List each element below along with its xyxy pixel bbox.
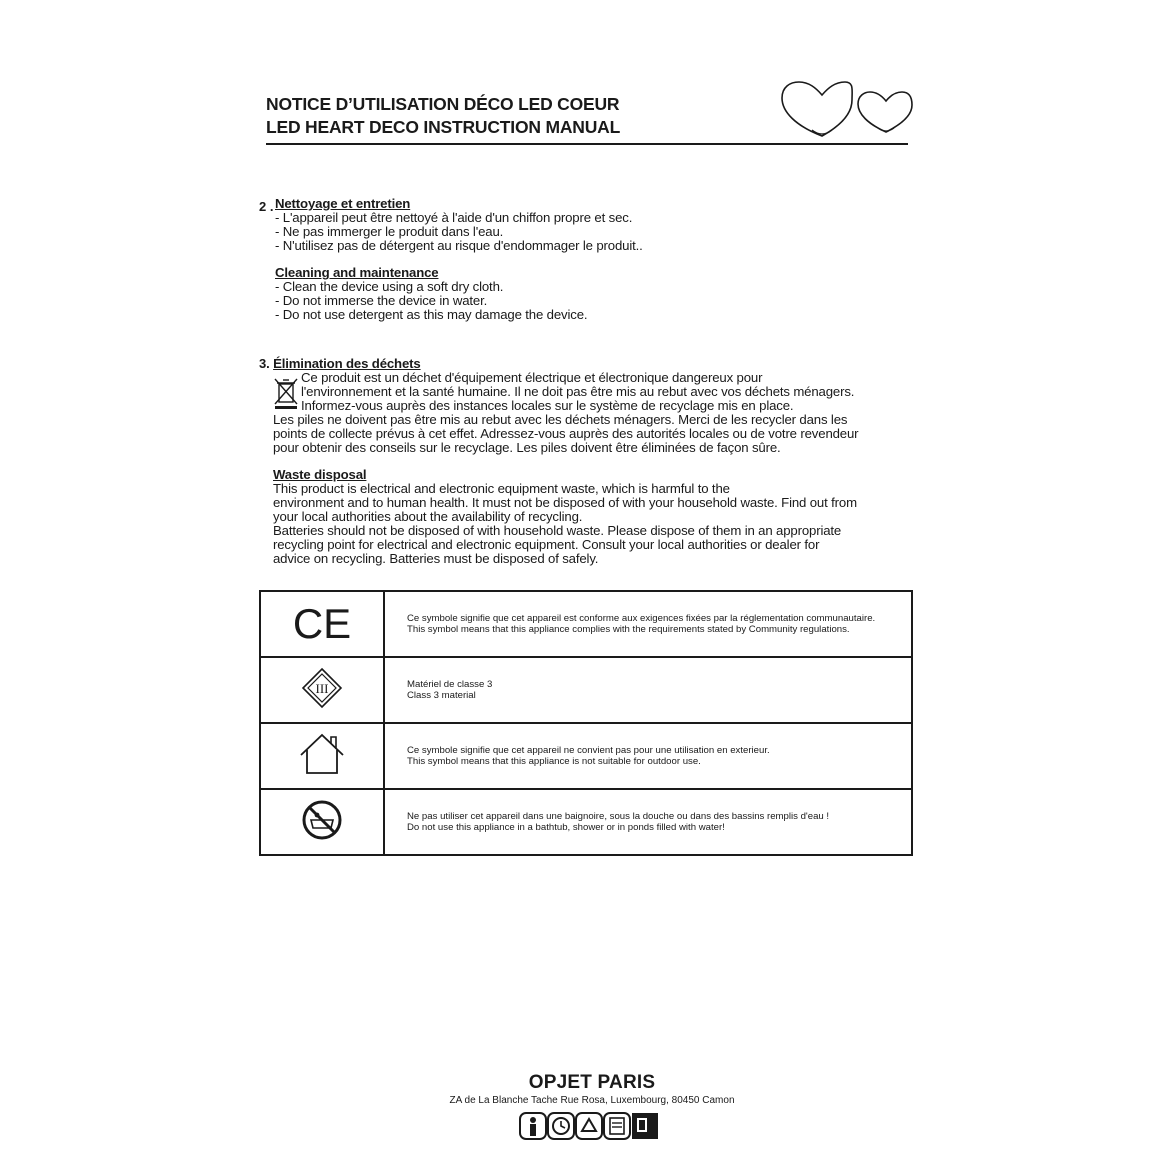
sorting-instruction-icon	[604, 1113, 630, 1139]
class-3-mark-text: III	[315, 680, 329, 696]
text-line: l'environnement et la santé humaine. Il ne doit pas être mis au rebut avec vos déchets ménagers.	[301, 384, 855, 399]
description-fr: Matériel de classe 3	[407, 679, 493, 690]
waste-text	[273, 413, 858, 566]
description-fr: Ce symbole signifie que cet appareil ne convient pas pour une utilisation en exterieur.	[407, 745, 770, 756]
section-waste	[259, 357, 421, 371]
text-line: Informez-vous auprès des instances locales sur le système de recyclage mis en place.	[301, 398, 794, 413]
section-heading-en: Cleaning and maintenance	[275, 265, 439, 280]
title-english: LED HEART DECO INSTRUCTION MANUAL	[266, 117, 621, 137]
text-line: Batteries should not be disposed of with household waste. Please dispose of them in an appropriate	[273, 523, 842, 538]
class-3-diamond-icon	[300, 666, 344, 710]
section-heading-fr: Élimination des déchets	[273, 356, 421, 371]
table-row	[260, 723, 912, 789]
text-line: environment and to human health. It must not be disposed of with your household waste. Find out from	[273, 495, 857, 510]
symbol-cell	[260, 723, 384, 789]
text-line: your local authorities about the availability of recycling.	[273, 509, 583, 524]
symbols-table	[259, 590, 913, 856]
text-line: points de collecte prévus à cet effet. Adressez-vous auprès des autorités locales ou de votre revendeur	[273, 426, 859, 441]
section-2-number: 2 .	[259, 199, 274, 214]
indoor-house-icon	[298, 732, 346, 776]
recycle-icon	[576, 1113, 602, 1139]
description-en: This symbol means that this appliance complies with the requirements stated by Community regulations.	[407, 624, 850, 635]
description-en: This symbol means that this appliance is not suitable for outdoor use.	[407, 756, 701, 767]
document-title	[266, 93, 620, 139]
text-line: recycling point for electrical and electronic equipment. Consult your local authorities or dealer for	[273, 537, 820, 552]
ce-mark-icon	[292, 600, 352, 644]
symbol-cell	[260, 789, 384, 855]
table-row	[260, 789, 912, 855]
table-row	[260, 591, 912, 657]
text-line: - L'appareil peut être nettoyé à l'aide d'un chiffon propre et sec.	[275, 210, 633, 225]
section-heading-fr: Nettoyage et entretien	[275, 196, 411, 211]
text-line: - N'utilisez pas de détergent au risque d'endommager le produit..	[275, 238, 643, 253]
description-fr: Ce symbole signifie que cet appareil est conforme aux exigences fixées par la réglementation communautaire.	[407, 613, 876, 624]
description-fr: Ne pas utiliser cet appareil dans une baignoire, sous la douche ou dans des bassins remplis d'eau !	[407, 811, 830, 822]
section-3-number: 3.	[259, 356, 270, 371]
symbol-description	[384, 657, 912, 723]
description-en: Class 3 material	[407, 690, 476, 701]
symbol-cell	[260, 591, 384, 657]
symbol-description	[384, 591, 912, 657]
text-line: Ce produit est un déchet d'équipement électrique et électronique dangereux pour	[301, 370, 763, 385]
ce-mark-text: CE	[292, 599, 352, 644]
text-line: pour obtenir des conseils sur le recyclage. Les piles doivent être éliminées de façon sûre.	[273, 440, 781, 455]
footer-symbols	[519, 1112, 659, 1140]
text-line: This product is electrical and electronic equipment waste, which is harmful to the	[273, 481, 730, 496]
brand-address: ZA de La Blanche Tache Rue Rosa, Luxembourg, 80450 Camon	[449, 1095, 735, 1106]
text-line: - Ne pas immerger le produit dans l'eau.	[275, 224, 504, 239]
text-line: advice on recycling. Batteries must be disposed of safely.	[273, 551, 599, 566]
bin-tab-icon	[632, 1113, 658, 1139]
waste-icon-text	[301, 371, 854, 413]
symbol-description	[384, 789, 912, 855]
section-cleaning	[275, 197, 643, 322]
text-line: - Do not immerse the device in water.	[275, 293, 488, 308]
heart-lamps-icon	[778, 78, 914, 142]
symbol-description	[384, 723, 912, 789]
no-bathtub-icon	[300, 798, 344, 842]
crossed-bin-icon	[274, 376, 298, 410]
header-divider	[266, 143, 908, 145]
text-line: - Clean the device using a soft dry cloth.	[275, 279, 504, 294]
symbol-cell	[260, 657, 384, 723]
clock-icon	[548, 1113, 574, 1139]
description-en: Do not use this appliance in a bathtub, shower or in ponds filled with water!	[407, 822, 725, 833]
section-heading-en: Waste disposal	[273, 467, 367, 482]
text-line: Les piles ne doivent pas être mis au rebut avec les déchets ménagers. Merci de les recycler dans les	[273, 412, 848, 427]
table-row	[260, 657, 912, 723]
brand-name: OPJET PARIS	[528, 1072, 656, 1093]
person-icon	[520, 1113, 546, 1139]
title-french: NOTICE D’UTILISATION DÉCO LED COEUR	[266, 94, 620, 114]
text-line: - Do not use detergent as this may damage the device.	[275, 307, 588, 322]
